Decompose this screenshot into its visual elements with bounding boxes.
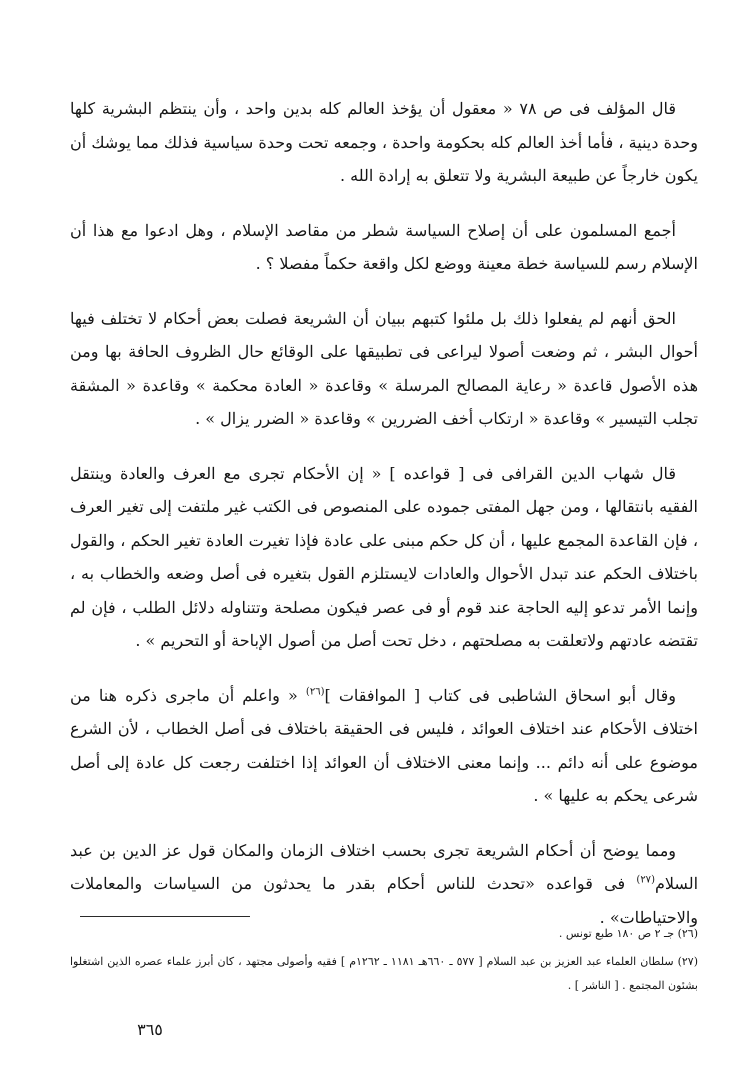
- footnotes: [70, 922, 698, 1002]
- paragraph-author-quote: قال المؤلف فى ص ٧٨ « معقول أن يؤخذ العالم كله بدين واحد ، وأن ينتظم البشرية كلها وحدة دينية ، فأما أخذ العالم كله بحكومة واحدة ، وجمعه تحت وحدة سياسية فذلك مما يوشك أن يكون خارجاً عن طبيعة البشرية ولا تتعلق به إرادة الله .: [70, 99, 698, 185]
- paragraph-shatibi-quote: [70, 679, 698, 813]
- footnote-ref-26: (٢٦): [305, 686, 325, 698]
- footnote-27: (٢٧) سلطان العلماء عبد العزيز بن عبد السلام [ ٥٧٧ ـ ٦٦٠هـ ١١٨١ ـ ١٢٦٢م ] فقيه وأصولى مجتهد ، كان أبرز علماء عصره الذين اشتغلوا بشئون المجتمع . [ الناشر ] .: [70, 955, 698, 992]
- main-text: [70, 92, 698, 955]
- footnote-26: (٢٦) جـ ٢ ص ١٨٠ طبع تونس .: [558, 927, 698, 940]
- shatibi-text-before: وقال أبو اسحاق الشاطبى فى كتاب [ الموافقات ]: [324, 685, 677, 705]
- footnote-ref-27: (٢٧): [636, 874, 655, 886]
- shatibi-text-after: « واعلم أن ماجرى ذكره هنا من اختلاف الأحكام عند اختلاف العوائد ، فليس فى الحقيقة باختلاف فى أصل الخطاب ، لأن الشرع موضوع على أنه دائم ... وإنما معنى الاختلاف أن العوائد إذا اختلفت رجعت كل عادة إلى أصل شرعى يحكم به عليها » .: [70, 685, 698, 805]
- paragraph-qarafi-quote: قال شهاب الدين القرافى فى [ قواعده ] « إن الأحكام تجرى مع العرف والعادة وينتقل الفقيه بانتقالها ، ومن جهل المفتى جموده على المنصوص فى الكتب غير ملتفت إلى تغير العرف ، فإن القاعدة المجمع عليها ، أن كل حكم مبنى على عادة فإذا تغيرت العادة تغير الحكم ، والقول باختلاف الحكم عند تبدل الأحوال والعادات لايستلزم القول بتغيره فى أصل وضعه والخطاب به ، وإنما الأمر تدعو إليه الحاجة عند قوم أو فى عصر فيكون مصلحة وتتناوله دلائل الطلب ، فإن لم تقتضه عادتهم ولاتعلقت به مصلحتهم ، دخل تحت أصل من أصول الإباحة أو التحريم » .: [70, 463, 699, 650]
- izz-text-before: ومما يوضح أن أحكام الشريعة تجرى بحسب اختلاف الزمان والمكان قول عز الدين بن عبد السلام: [70, 840, 699, 893]
- izz-text-after: فى قواعده «تحدث للناس أحكام بقدر ما يحدثون من السياسات والمعاملات والاحتياطات» .: [70, 874, 698, 927]
- paragraph-muslim-consensus: أجمع المسلمون على أن إصلاح السياسة شطر من مقاصد الإسلام ، وهل ادعوا مع هذا أن الإسلام رسم للسياسة خطة معينة ووضع لكل واقعة حكماً مفصلا ؟ .: [70, 220, 698, 273]
- footnote-divider: [80, 916, 250, 917]
- paragraph-izz-quote: [70, 834, 698, 935]
- paragraph-sharia-principles: الحق أنهم لم يفعلوا ذلك بل ملئوا كتبهم ببيان أن الشريعة فصلت بعض أحكام لا تختلف فيها أحوال البشر ، ثم وضعت أصولا ليراعى فى تطبيقها على الوقائع حال الظروف الحافة بها ومن هذه الأصول قاعدة « رعاية المصالح المرسلة » وقاعدة « العادة محكمة » وقاعدة « المشقة تجلب التيسير » وقاعدة « ارتكاب أخف الضررين » وقاعدة « الضرر يزال » .: [70, 308, 699, 428]
- page-number: ٣٦٥: [137, 1020, 163, 1039]
